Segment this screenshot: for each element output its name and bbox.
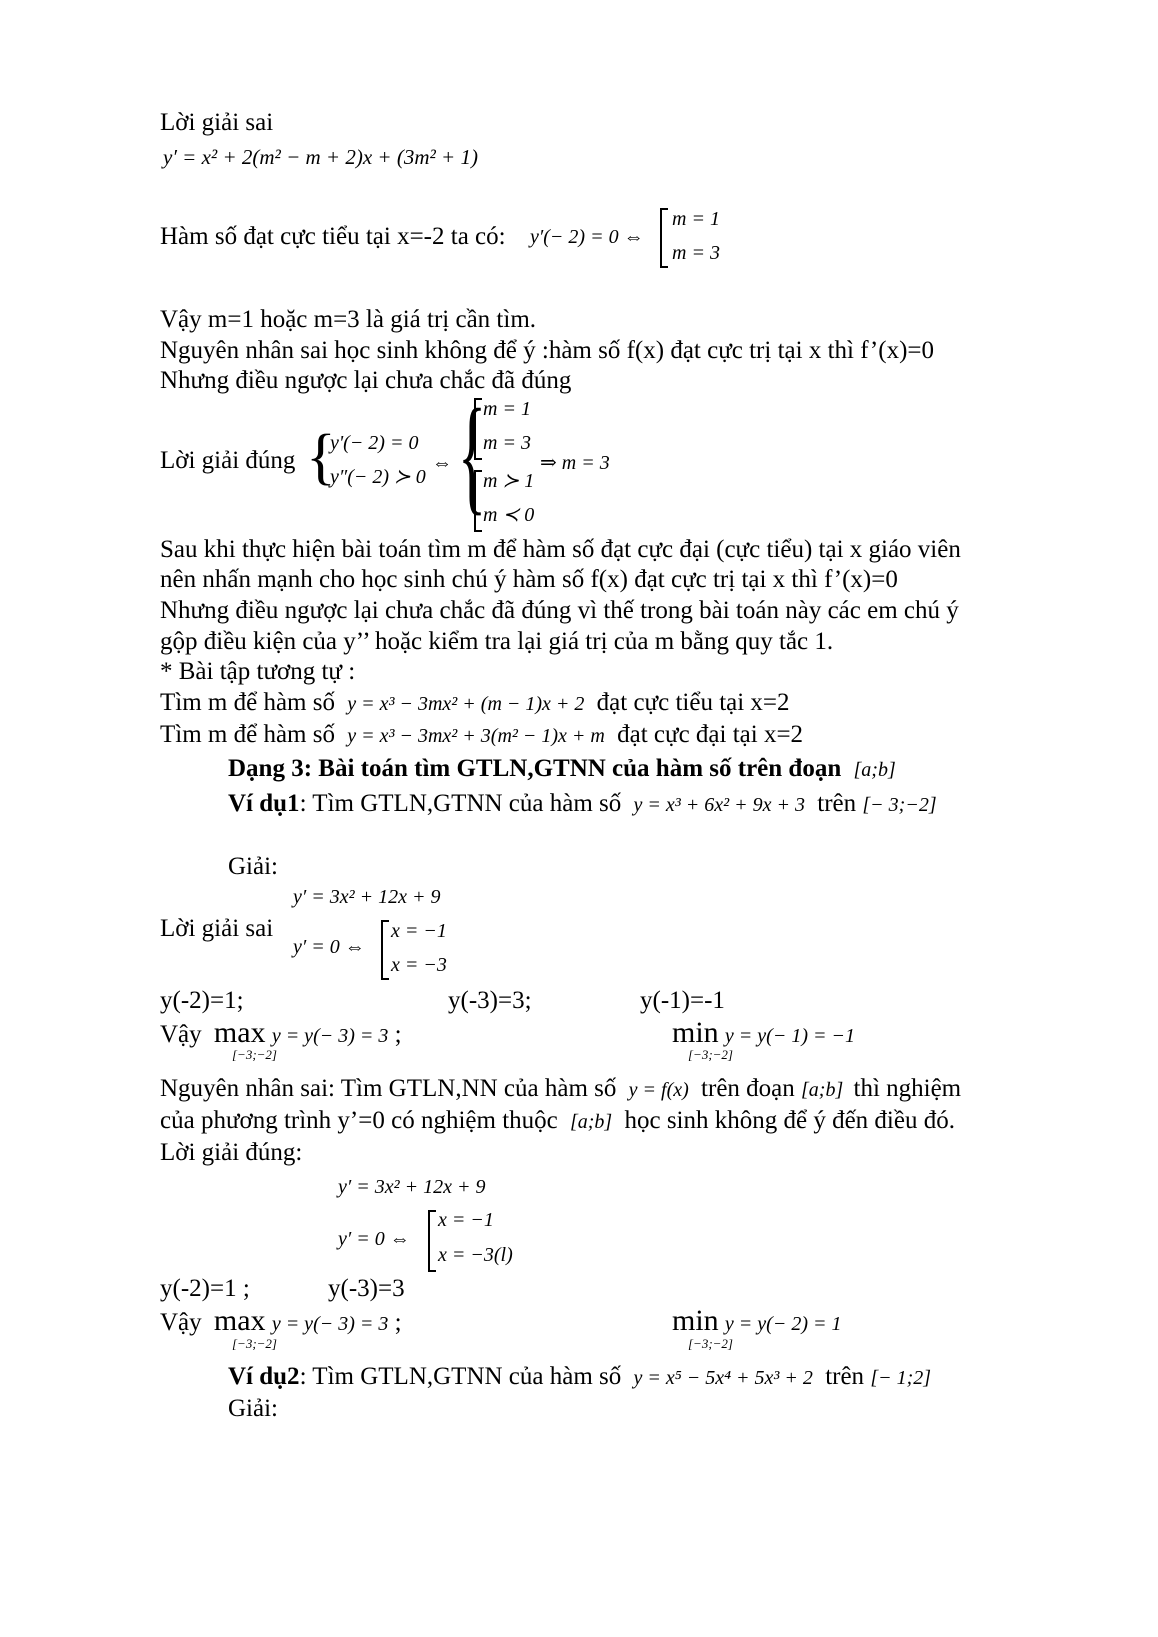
error-reason-2-c: thì nghiệm bbox=[853, 1075, 962, 1102]
min-operator-1: min bbox=[672, 1016, 719, 1049]
example-2-label: Ví dụ2 bbox=[228, 1363, 300, 1390]
min-operator-2: min bbox=[672, 1304, 719, 1337]
exercise-1-prefix: Tìm m để hàm số bbox=[160, 689, 335, 716]
max-result-1: y = y(− 3) = 3 bbox=[271, 1025, 389, 1047]
error-reason-2-d: của phương trình y’=0 có nghiệm thuộc bbox=[160, 1107, 558, 1134]
solution-2-bracket bbox=[428, 1210, 436, 1272]
min-subscript-2: [−3;−2] bbox=[688, 1336, 733, 1351]
example-2-on: trên bbox=[825, 1363, 865, 1390]
inner-case-3: m ≻ 1 bbox=[483, 470, 535, 492]
min-subscript-1: [−3;−2] bbox=[688, 1047, 733, 1062]
solution-1-root-2: x = −3 bbox=[391, 954, 447, 976]
exercise-1-formula: y = x³ − 3mx² + (m − 1)x + 2 bbox=[347, 693, 585, 715]
example-1-formula: y = x³ + 6x² + 9x + 3 bbox=[633, 794, 806, 816]
exercise-2 bbox=[160, 720, 803, 751]
solution-2-value-2: y(-3)=3 bbox=[328, 1275, 405, 1302]
error-reason-2-line-2 bbox=[160, 1106, 955, 1137]
semicolon-1: ; bbox=[394, 1021, 402, 1048]
error-reason-text: Nguyên nhân sai học sinh không để ý :hàm số f(x) đạt cực trị tại x thì f’(x)=0 bbox=[160, 337, 934, 364]
exercise-2-prefix: Tìm m để hàm số bbox=[160, 721, 335, 748]
max-operator-1: max bbox=[213, 1016, 266, 1049]
example-1-statement bbox=[228, 789, 937, 820]
min-line-2 bbox=[672, 1306, 841, 1339]
inner-case-2: m = 3 bbox=[483, 432, 531, 454]
minimum-condition-math: y′(− 2) = 0 ⇔ bbox=[530, 226, 644, 248]
value-y-minus-2: y(-2)=1; bbox=[160, 987, 244, 1014]
solution-2-equation: y′ = 0 ⇔ bbox=[338, 1228, 410, 1250]
max-line-1 bbox=[160, 1018, 402, 1051]
example-2-formula: y = x⁵ − 5x⁴ + 5x³ + 2 bbox=[633, 1367, 813, 1389]
system-eq-1: y'(− 2) = 0 bbox=[330, 432, 419, 454]
paragraph-line-3: Nhưng điều ngược lại chưa chắc đã đúng vì thế trong bài toán này các em chú ý bbox=[160, 597, 959, 624]
error-reason-2-e: học sinh không để ý đến điều đó. bbox=[624, 1107, 955, 1134]
solution-2-derivative: y′ = 3x² + 12x + 9 bbox=[338, 1176, 486, 1198]
exercise-2-suffix: đạt cực đại tại x=2 bbox=[617, 721, 804, 748]
section-title-text: Dạng 3: Bài toán tìm GTLN,GTNN của hàm số trên đoạn bbox=[228, 755, 842, 782]
conclusion-text: Vậy m=1 hoặc m=3 là giá trị cần tìm. bbox=[160, 306, 537, 333]
solution-1-root-1: x = −1 bbox=[391, 920, 447, 942]
max-operator-2: max bbox=[213, 1304, 266, 1337]
example-1-on: trên bbox=[817, 790, 857, 817]
solution-2-root-1: x = −1 bbox=[438, 1209, 494, 1231]
solution-2-root-2: x = −3(l) bbox=[438, 1244, 513, 1266]
solution-1-wrong-label: Lời giải sai bbox=[160, 915, 274, 942]
example-1-interval: [− 3;−2] bbox=[862, 794, 937, 816]
correct-solution-heading: Lời giải đúng bbox=[160, 447, 296, 474]
error-reason-2-formula: y = f(x) bbox=[628, 1079, 689, 1101]
exercise-1 bbox=[160, 688, 790, 719]
solution-3-heading: Giải: bbox=[228, 1395, 278, 1422]
case-bracket bbox=[660, 208, 668, 268]
converse-note-text: Nhưng điều ngược lại chưa chắc đã đúng bbox=[160, 367, 572, 394]
example-1-text: : Tìm GTLN,GTNN của hàm số bbox=[299, 790, 622, 817]
min-result-1: y = y(− 1) = −1 bbox=[724, 1025, 855, 1047]
exercise-1-suffix: đạt cực tiểu tại x=2 bbox=[596, 689, 790, 716]
system-eq-2: y″(− 2) ≻ 0 bbox=[330, 466, 426, 488]
error-reason-2-a: Nguyên nhân sai: Tìm GTLN,NN của hàm số bbox=[160, 1075, 617, 1102]
section-title-interval: [a;b] bbox=[853, 759, 896, 781]
paragraph-line-4: gộp điều kiện của y’’ hoặc kiểm tra lại giá trị của m bằng quy tắc 1. bbox=[160, 628, 834, 655]
error-reason-2-interval: [a;b] bbox=[801, 1079, 844, 1101]
solution-1-bracket bbox=[381, 920, 389, 980]
max-result-2: y = y(− 3) = 3 bbox=[271, 1313, 389, 1335]
correct-solution-2-heading: Lời giải đúng: bbox=[160, 1139, 303, 1166]
vay-label-1: Vậy bbox=[160, 1021, 202, 1048]
example-2-statement bbox=[228, 1362, 931, 1393]
value-y-minus-3: y(-3)=3; bbox=[448, 987, 532, 1014]
inner-bracket-1 bbox=[474, 398, 482, 460]
example-2-text: : Tìm GTLN,GTNN của hàm số bbox=[299, 1363, 622, 1390]
error-reason-2-line-1 bbox=[160, 1074, 961, 1105]
max-subscript-1: [−3;−2] bbox=[232, 1047, 277, 1062]
case-m-3: m = 3 bbox=[672, 242, 720, 264]
example-2-interval: [− 1;2] bbox=[870, 1367, 932, 1389]
wrong-solution-heading: Lời giải sai bbox=[160, 109, 274, 136]
derivative-formula: y′ = x² + 2(m² − m + 2)x + (3m² + 1) bbox=[163, 145, 478, 169]
paragraph-line-1: Sau khi thực hiện bài toán tìm m để hàm số đạt cực đại (cực tiểu) tại x giáo viên bbox=[160, 536, 961, 563]
outer-brace: { bbox=[458, 383, 487, 527]
error-reason-2-interval-2: [a;b] bbox=[569, 1111, 613, 1133]
max-subscript-2: [−3;−2] bbox=[232, 1336, 277, 1351]
max-line-2 bbox=[160, 1306, 402, 1339]
exercise-2-formula: y = x³ − 3mx² + 3(m² − 1)x + m bbox=[347, 725, 605, 747]
solution-2-value-1: y(-2)=1 ; bbox=[160, 1275, 250, 1302]
similar-exercises-heading: * Bài tập tương tự : bbox=[160, 658, 356, 685]
case-m-1: m = 1 bbox=[672, 208, 720, 230]
solution-1-derivative: y′ = 3x² + 12x + 9 bbox=[293, 886, 441, 908]
equivalence-symbol: ⇔ bbox=[432, 452, 452, 474]
inner-case-1: m = 1 bbox=[483, 398, 531, 420]
inner-bracket-2 bbox=[474, 470, 482, 532]
inner-case-4: m ≺ 0 bbox=[483, 504, 535, 526]
minimum-condition-text: Hàm số đạt cực tiểu tại x=-2 ta có: bbox=[160, 223, 506, 250]
vay-label-2: Vậy bbox=[160, 1309, 202, 1336]
system-result: ⇒ m = 3 bbox=[540, 452, 610, 474]
example-1-label: Ví dụ1 bbox=[228, 790, 300, 817]
error-reason-2-b: trên đoạn bbox=[701, 1075, 795, 1102]
solution-1-heading: Giải: bbox=[228, 853, 278, 880]
solution-1-equation: y′ = 0 ⇔ bbox=[293, 936, 365, 958]
min-result-2: y = y(− 2) = 1 bbox=[724, 1313, 842, 1335]
paragraph-line-2: nên nhấn mạnh cho học sinh chú ý hàm số f(x) đạt cực trị tại x thì f’(x)=0 bbox=[160, 566, 898, 593]
semicolon-2: ; bbox=[394, 1309, 402, 1336]
system-brace: { bbox=[306, 423, 336, 491]
value-y-minus-1: y(-1)=-1 bbox=[640, 987, 725, 1014]
section-title-dang-3 bbox=[228, 754, 896, 785]
